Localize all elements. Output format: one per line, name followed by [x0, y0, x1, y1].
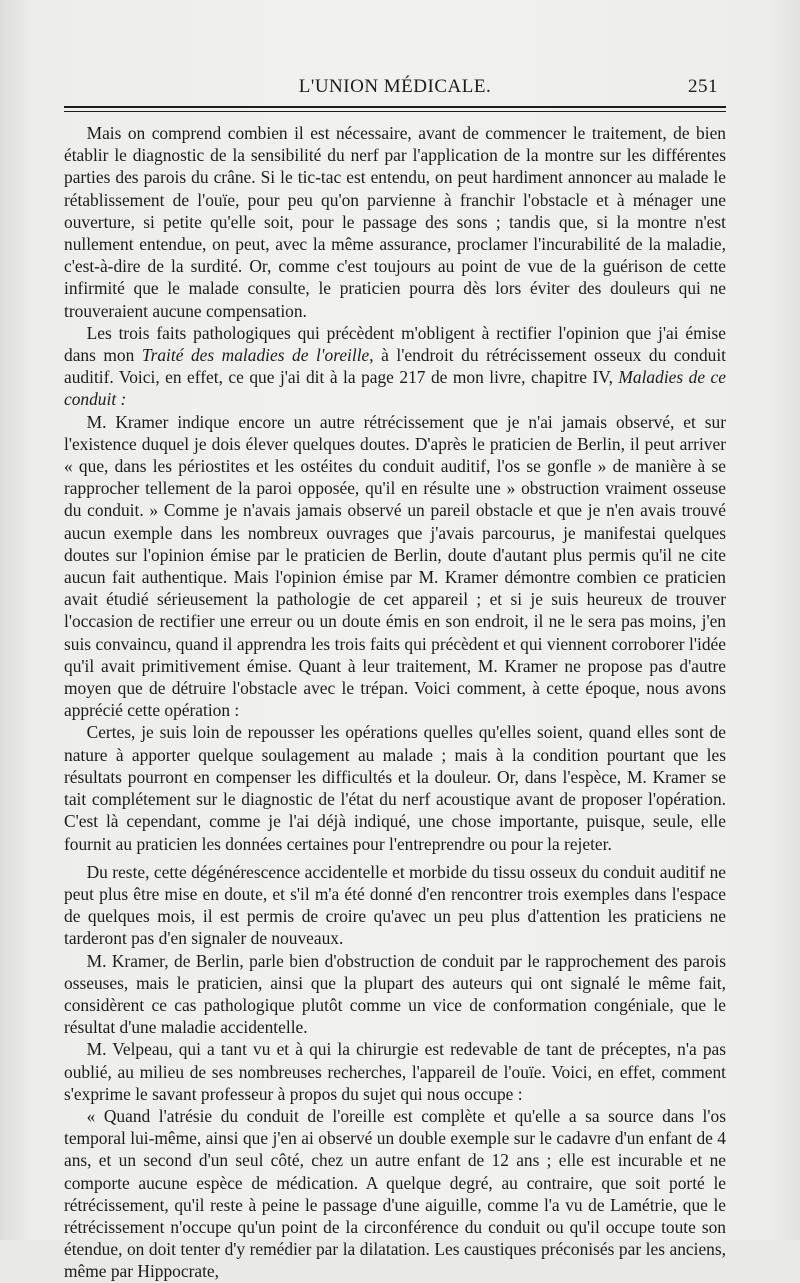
running-header: [64, 76, 726, 104]
paragraph: M. Kramer, de Berlin, parle bien d'obstruction de conduit par le rapprochement des parois osseuses, mais le praticien, ainsi que la plupart des auteurs qui ont signalé le même fait, considèrent ce cas pathologique plutôt comme un vice de conformation congéniale, que le résultat d'une maladie accidentelle.: [64, 950, 726, 1038]
journal-title: L'UNION MÉDICALE.: [298, 76, 492, 97]
paragraph: [64, 322, 726, 411]
paragraph-text: Les trois faits pathologiques qui précèdent m'obligent à rectifier l'opinion que j'ai émise dans mon: [64, 322, 726, 366]
paragraph: Mais on comprend combien il est nécessaire, avant de commencer le traitement, de bien établir le diagnostic de la sensibilité du nerf par l'application de la montre sur les différentes parties des parois du crâne. Si le tic-tac est entendu, on peut hardiment annoncer au malade le rétablissement de l'ouïe, pour peu qu'on parvienne à franchir l'obstacle et à ménager une ouverture, si petite qu'elle soit, pour le passage des sons ; tandis que, si la montre n'est nullement entendue, on peut, avec la même assurance, proclamer l'incurabilité de la maladie, c'est-à-dire de la surdité. Or, comme c'est toujours au point de vue de la guérison de cette infirmité que le malade consulte, le praticien pourra dès lors éviter des douleurs qui ne trouveraient aucune compensation.: [64, 123, 726, 321]
paragraph: M. Kramer indique encore un autre rétrécissement que je n'ai jamais observé, et sur l'existence duquel je dois élever quelques doutes. D'après le praticien de Berlin, il peut arriver « que, dans les périostites et les ostéites du conduit auditif, l'os se gonfle » de manière à se rapprocher tellement de la paroi opposée, qu'il en résulte une » obstruction vraiment osseuse du conduit. » Comme je n'avais jamais observé un pareil obstacle et que je n'en avais trouvé aucun exemple dans les nombreux ouvrages que j'avais parcourus, je manifestai quelques doutes sur l'opinion émise par le praticien de Berlin, doute d'autant plus permis qu'il ne cite aucun fait authentique. Mais l'opinion émise par M. Kramer démontre combien ce praticien avait étudié sérieusement la pathologie de cet appareil ; et si je suis heureux de trouver l'occasion de rectifier une erreur ou un doute émis en son endroit, il ne le sera pas moins, j'en suis convaincu, quand il apprendra les trois faits qui précèdent et qui viennent corroborer l'idée qu'il avait primitivement émise. Quant à leur traitement, M. Kramer ne propose pas d'autre moyen que de détruire l'obstacle avec le trépan. Voici comment, à cette époque, nous avons apprécié cette opération :: [64, 411, 726, 721]
paragraph-text: , à l'endroit du rétrécissement osseux du conduit auditif. Voici, en effet, ce que j'ai dit à la page 217 de mon livre, chapitre IV,: [64, 345, 726, 388]
header-rule: [64, 106, 726, 108]
book-title: Traité des maladies de l'oreille: [141, 345, 370, 366]
header-rule-thin: [64, 111, 726, 112]
paragraph: M. Velpeau, qui a tant vu et à qui la chirurgie est redevable de tant de préceptes, n'a pas oublié, au milieu de ses nombreuses recherches, l'appareil de l'ouïe. Voici, en effet, comment s'exprime le savant professeur à propos du sujet qui nous occupe :: [64, 1039, 726, 1104]
paragraph: Certes, je suis loin de repousser les opérations quelles qu'elles soient, quand elles sont de nature à apporter quelque soulagement au malade ; mais à la condition pourtant que les résultats pourront en compenser les difficultés et la douleur. Or, dans l'espèce, M. Kramer se tait complétement sur le diagnostic de l'état du nerf acoustique avant de proposer l'opération. C'est là cependant, comme je l'ai déjà indiqué, une chose importante, puisque, seule, elle fournit au praticien les données certaines pour l'entreprendre ou pour la rejeter.: [64, 722, 726, 854]
paragraph: « Quand l'atrésie du conduit de l'oreille est complète et qu'elle a sa source dans l'os temporal lui-même, ainsi que j'en ai observé un double exemple sur le cadavre d'un enfant de 4 ans, et un second d'un seul côté, chez un autre enfant de 12 ans ; elle est incurable et ne comporte aucune espèce de médication. A quelque degré, au contraire, que soit porté le rétrécissement, qu'il reste à peine le passage d'une aiguille, comme l'a vu de Lamétrie, que le rétrécissement n'occupe qu'un point de la circonférence du conduit ou qu'il occupe toute son étendue, on doit tenter d'y remédier par la dilatation. Les caustiques préconisés par les anciens, même par Hippocrate,: [64, 1105, 726, 1282]
paragraph: Du reste, cette dégénérescence accidentelle et morbide du tissu osseux du conduit auditif ne peut plus être mise en doute, et s'il m'a été donné d'en rencontrer trois exemples dans l'espace de quelques mois, il est permis de croire qu'avec un peu plus d'attention les praticiens ne tarderont pas d'en signaler de nouveaux.: [64, 861, 726, 949]
article-body: [64, 122, 726, 1283]
chapter-title: Maladies de ce conduit :: [64, 367, 726, 410]
page-number: 251: [688, 76, 718, 97]
